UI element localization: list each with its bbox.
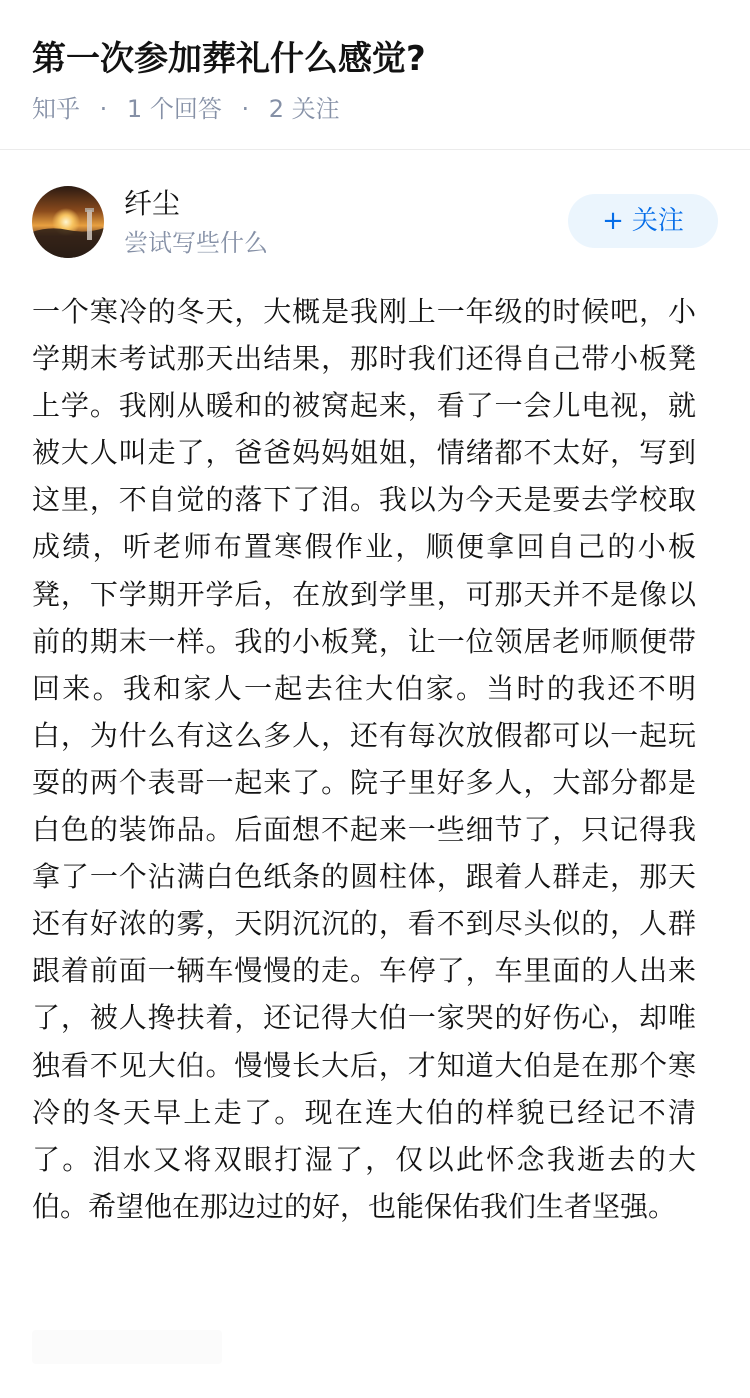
avatar[interactable] xyxy=(32,186,104,258)
author-info xyxy=(32,186,718,260)
follow-label: 关注 xyxy=(631,206,684,236)
question-meta xyxy=(32,92,340,126)
followers-count: 2 关注 xyxy=(268,95,340,123)
plus-icon: + xyxy=(602,206,624,236)
source-label[interactable]: 知乎 xyxy=(32,95,80,123)
follow-button[interactable] xyxy=(568,194,718,248)
separator-dot: · xyxy=(99,95,108,123)
separator-dot: · xyxy=(241,95,250,123)
sunset-avatar-icon xyxy=(32,186,104,258)
answer-text: 一个寒冷的冬天，大概是我刚上一年级的时候吧，小学期末考试那天出结果，那时我们还得自己带小板凳上学。我刚从暖和的被窝起来，看了一会儿电视，就被大人叫走了，爸爸妈妈姐姐，情绪都不太好，写到这里，不自觉的落下了泪。我以为今天是要去学校取成绩，听老师布置寒假作业，顺便拿回自己的小板凳，下学期开学后，在放到学里，可那天并不是像以前的期末一样。我的小板凳，让一位领居老师顺便带回来。我和家人一起去往大伯家。当时的我还不明白，为什么有这么多人，还有每次放假都可以一起玩耍的两个表哥一起来了。院子里好多人，大部分都是白色的装饰品。后面想不起来一些细节了，只记得我拿了一个沾满白色纸条的圆柱体，跟着人群走，那天还有好浓的雾，天阴沉沉的，看不到尽头似的，人群跟着前面一辆车慢慢的走。车停了，车里面的人出来了，被人搀扶着，还记得大伯一家哭的好伤心，却唯独看不见大伯。慢慢长大后，才知道大伯是在那个寒冷的冬天早上走了。现在连大伯的样貌已经记不清了。泪水又将双眼打湿了，仅以此怀念我逝去的大伯。希望他在那边过的好，也能保佑我们生者坚强。 xyxy=(32,295,696,1223)
answers-count[interactable]: 1 个回答 xyxy=(126,95,222,123)
question-header xyxy=(0,0,750,150)
author-bio: 尝试写些什么 xyxy=(124,229,268,257)
question-title[interactable]: 第一次参加葬礼什么感觉? xyxy=(32,39,426,79)
author-name[interactable]: 纤尘 xyxy=(124,187,181,220)
blurred-footer xyxy=(32,1330,222,1364)
